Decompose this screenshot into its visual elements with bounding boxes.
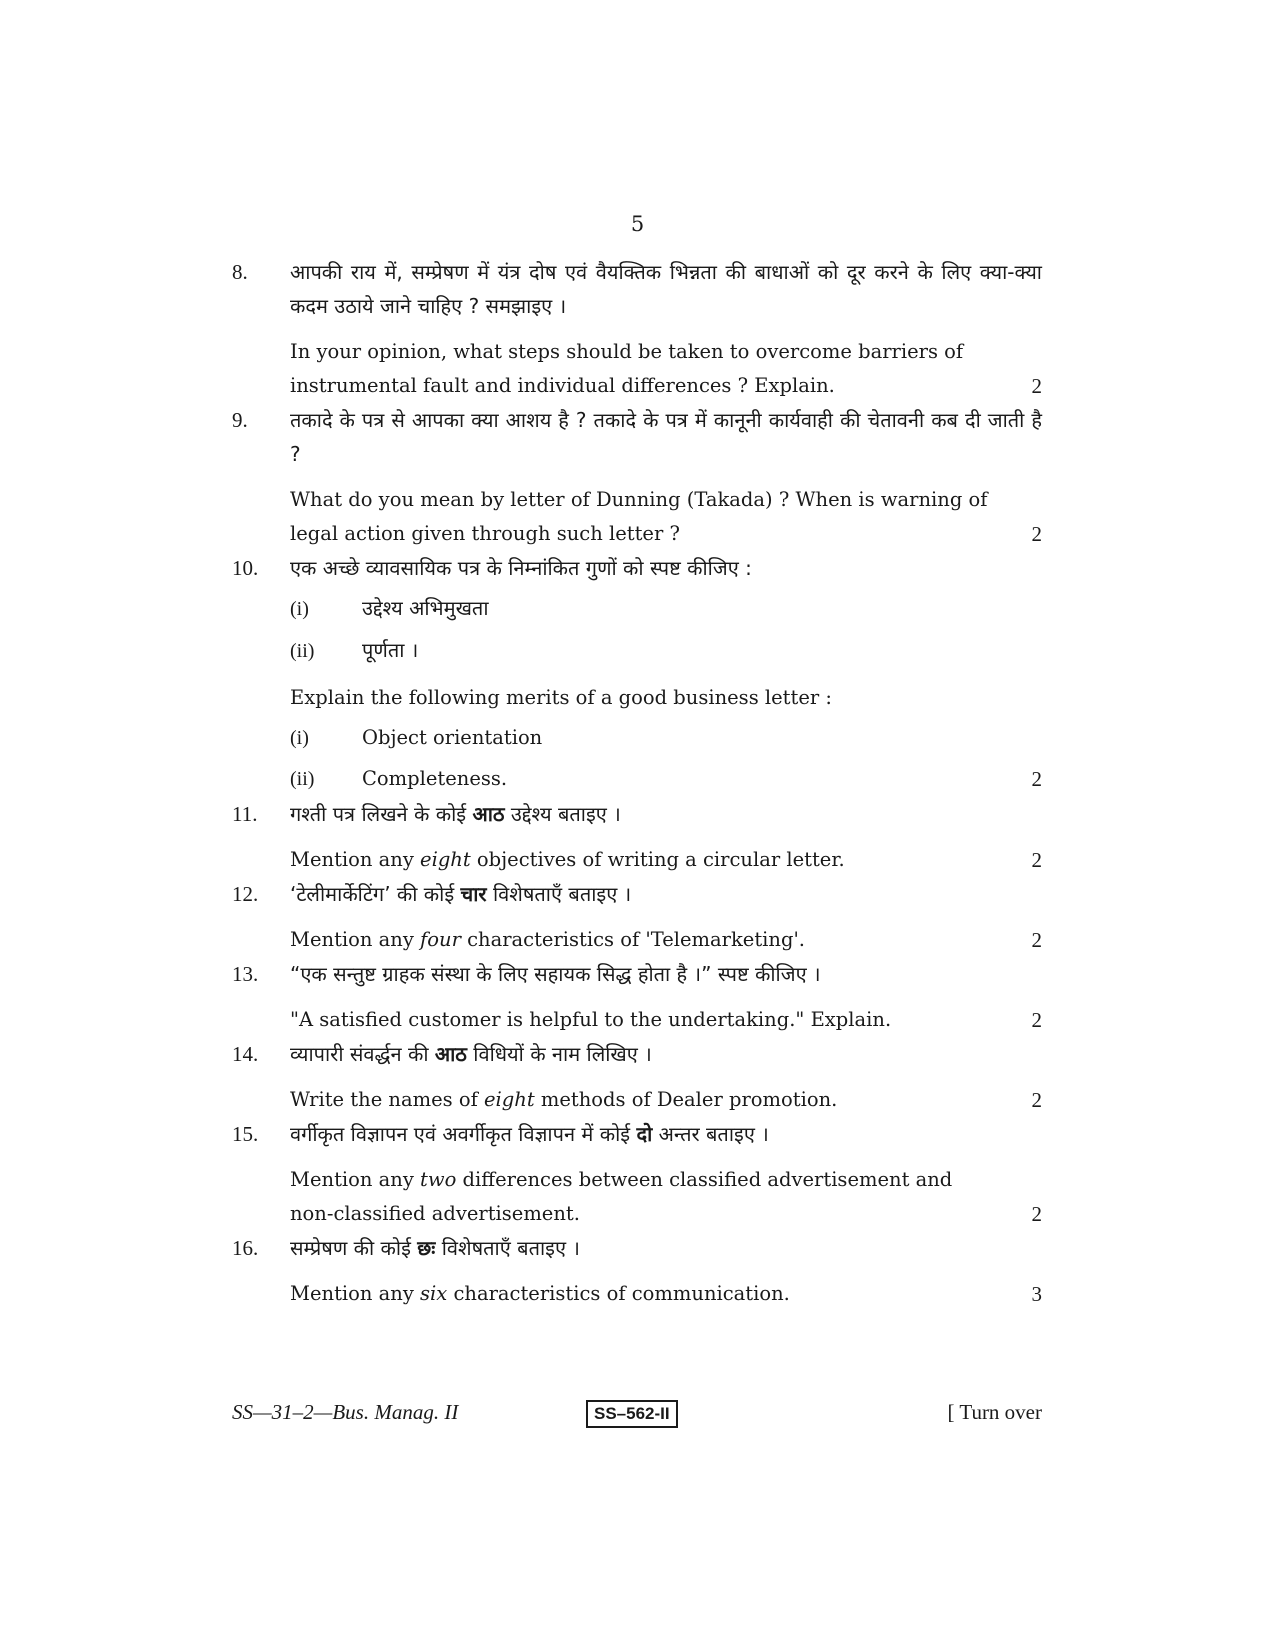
footer-series-code-box: SS–562-II xyxy=(586,1400,678,1428)
text-segment: differences between classified advertisement and xyxy=(456,1168,953,1191)
question-number: 11. xyxy=(232,802,258,826)
emphasis-text: eight xyxy=(484,1088,535,1111)
question-text-english: Explain the following merits of a good business letter : xyxy=(290,686,832,709)
text-segment: Mention any xyxy=(290,1282,421,1305)
question-14 xyxy=(0,1037,1275,1117)
sub-item-text-english: Completeness. xyxy=(362,767,508,790)
question-9 xyxy=(0,403,1275,551)
sub-item xyxy=(290,762,1042,797)
question-text-english: What do you mean by letter of Dunning (Takada) ? When is warning of xyxy=(290,488,988,511)
text-segment: वर्गीकृत विज्ञापन एवं अवर्गीकृत विज्ञापन में कोई xyxy=(290,1122,637,1146)
question-number: 14. xyxy=(232,1042,259,1066)
emphasis-text: चार xyxy=(460,882,487,906)
text-segment: Write the names of xyxy=(290,1088,485,1111)
question-text-english xyxy=(290,1003,1042,1037)
emphasis-text: four xyxy=(420,928,461,951)
question-text-english-line xyxy=(290,1197,1042,1231)
question-number: 10. xyxy=(232,556,259,580)
marks: 2 xyxy=(1031,1008,1042,1032)
question-text-english: In your opinion, what steps should be taken to overcome barriers of xyxy=(290,340,964,363)
sub-item-text-hindi: उद्देश्य अभिमुखता xyxy=(362,596,489,620)
question-text-english-end: instrumental fault and individual differences ? Explain. xyxy=(290,374,835,397)
text-segment: विशेषताएँ बताइए । xyxy=(486,882,632,906)
question-number: 12. xyxy=(232,882,259,906)
sub-item xyxy=(290,591,1042,627)
text-segment: विशेषताएँ बताइए । xyxy=(435,1236,580,1260)
marks: 2 xyxy=(1031,374,1042,398)
text-segment: ‘टेलीमार्केटिंग’ की कोई xyxy=(290,882,461,906)
marks: 2 xyxy=(1031,767,1042,791)
emphasis-text: eight xyxy=(420,848,471,871)
footer-paper-code: SS—31–2—Bus. Manag. II xyxy=(232,1400,459,1424)
text-segment: व्यापारी संवर्द्धन की xyxy=(290,1042,435,1066)
question-text-english xyxy=(290,1163,1042,1197)
text-segment: methods of Dealer promotion. xyxy=(534,1088,838,1111)
text-segment: characteristics of 'Telemarketing'. xyxy=(460,928,805,951)
question-number: 8. xyxy=(232,260,248,284)
sub-item xyxy=(290,633,1042,669)
text-segment: Mention any xyxy=(290,848,421,871)
sub-item xyxy=(290,721,1042,756)
marks: 2 xyxy=(1031,928,1042,952)
question-8 xyxy=(0,255,1275,403)
question-text-hindi: “एक सन्तुष्ट ग्राहक संस्था के लिए सहायक सिद्ध होता है ।” स्पष्ट कीजिए । xyxy=(290,962,821,986)
sub-item-number: (ii) xyxy=(290,768,315,790)
question-number: 15. xyxy=(232,1122,259,1146)
question-text-english-end: legal action given through such letter ? xyxy=(290,522,680,545)
text-segment: objectives of writing a circular letter. xyxy=(470,848,845,871)
question-11 xyxy=(0,797,1275,877)
question-text-hindi xyxy=(290,797,1042,831)
emphasis-text: six xyxy=(420,1282,448,1305)
page-footer xyxy=(232,1400,1042,1430)
question-15 xyxy=(0,1117,1275,1231)
marks: 2 xyxy=(1031,522,1042,546)
question-number: 13. xyxy=(232,962,259,986)
text-segment: विधियों के नाम लिखिए । xyxy=(466,1042,652,1066)
page-number: 5 xyxy=(630,212,645,236)
marks: 2 xyxy=(1031,1202,1042,1226)
question-text-english xyxy=(290,1083,1042,1117)
emphasis-text: छः xyxy=(417,1236,436,1260)
marks: 2 xyxy=(1031,1088,1042,1112)
footer-turn-over: [ Turn over xyxy=(947,1400,1042,1424)
question-text-english-line xyxy=(290,369,1042,403)
question-text-english xyxy=(290,843,1042,877)
question-text-hindi: तकादे के पत्र से आपका क्या आशय है ? तकादे के पत्र में कानूनी कार्यवाही की चेतावनी कब दी जाती है ? xyxy=(290,408,1042,466)
sub-item-number: (ii) xyxy=(290,640,315,662)
question-text-english xyxy=(290,923,1042,957)
question-text-english-line xyxy=(290,517,1042,551)
question-12 xyxy=(0,877,1275,957)
marks: 2 xyxy=(1031,848,1042,872)
question-text-hindi xyxy=(290,1117,1042,1151)
text-segment: characteristics of communication. xyxy=(447,1282,790,1305)
text-segment: अन्तर बताइए । xyxy=(652,1122,769,1146)
question-16 xyxy=(0,1231,1275,1311)
question-text-hindi xyxy=(290,1231,1042,1265)
question-number: 16. xyxy=(232,1236,259,1260)
sub-item-text-hindi: पूर्णता । xyxy=(362,638,419,662)
text-segment: उद्देश्य बताइए । xyxy=(504,802,621,826)
sub-item-number: (i) xyxy=(290,727,309,749)
emphasis-text: दो xyxy=(636,1122,653,1146)
question-text-hindi xyxy=(290,1037,1042,1071)
question-number: 9. xyxy=(232,408,248,432)
sub-item-text-english: Object orientation xyxy=(362,726,543,749)
text-segment: Mention any xyxy=(290,1168,421,1191)
text-segment: "A satisfied customer is helpful to the undertaking." Explain. xyxy=(290,1008,892,1031)
question-13 xyxy=(0,957,1275,1037)
question-text-hindi xyxy=(290,877,1042,911)
text-segment: सम्प्रेषण की कोई xyxy=(290,1236,418,1260)
emphasis-text: two xyxy=(420,1168,457,1191)
question-text-english-end: non-classified advertisement. xyxy=(290,1202,580,1225)
emphasis-text: आठ xyxy=(472,802,505,826)
emphasis-text: आठ xyxy=(434,1042,467,1066)
question-list xyxy=(0,255,1275,1311)
question-text-hindi: एक अच्छे व्यावसायिक पत्र के निम्नांकित गुणों को स्पष्ट कीजिए : xyxy=(290,556,752,580)
sub-item-number: (i) xyxy=(290,598,309,620)
marks: 3 xyxy=(1031,1282,1042,1306)
question-text-hindi: आपकी राय में, सम्प्रेषण में यंत्र दोष एवं वैयक्तिक भिन्नता की बाधाओं को दूर करने के लिए क्या-क्या कदम उठाये जाने चाहिए ? समझाइए । xyxy=(290,260,1042,318)
text-segment: Mention any xyxy=(290,928,421,951)
question-text-english xyxy=(290,1277,1042,1311)
question-10 xyxy=(0,551,1275,797)
text-segment: गश्ती पत्र लिखने के कोई xyxy=(290,802,473,826)
